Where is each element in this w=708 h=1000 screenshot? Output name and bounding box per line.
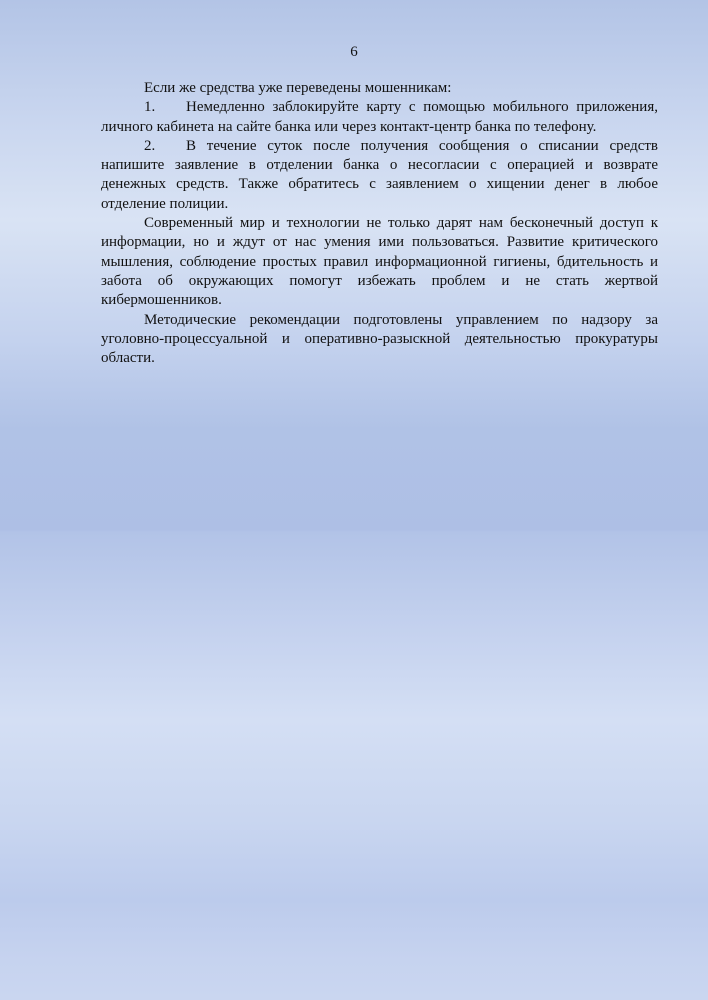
document-body [101,79,658,368]
credits-paragraph: Методические рекомендации подготовлены управлением по надзору за уголовно-процессуальной и оперативно-разыскной деятельностью прокуратуры области. [101,311,658,367]
conclusion-paragraph: Современный мир и технологии не только дарят нам бесконечный доступ к информации, но и ждут от нас умения ими пользоваться. Развитие критического мышления, соблюдение простых правил информационной гигиены, бдительность и забота об окружающих помогут избежать проблем и не стать жертвой кибермошенников. [101,215,658,309]
step-2-number: 2. [144,137,156,154]
intro-paragraph: Если же средства уже переведены мошенникам: [144,80,452,96]
step-2-text: В течение суток после получения сообщения о списании средств напишите заявление в отделении банка о несогласии с операцией и возврате денежных средств. Также обратитесь с заявлением о хищении денег в любое отделение полиции. [101,137,658,212]
step-1-text: Немедленно заблокируйте карту с помощью мобильного приложения, личного кабинета на сайте банка или через контакт-центр банка по телефону. [101,99,658,135]
step-2-paragraph [101,137,658,214]
step-1-paragraph [101,98,658,137]
step-1-number: 1. [144,99,156,116]
page-number: 6 [350,44,358,60]
